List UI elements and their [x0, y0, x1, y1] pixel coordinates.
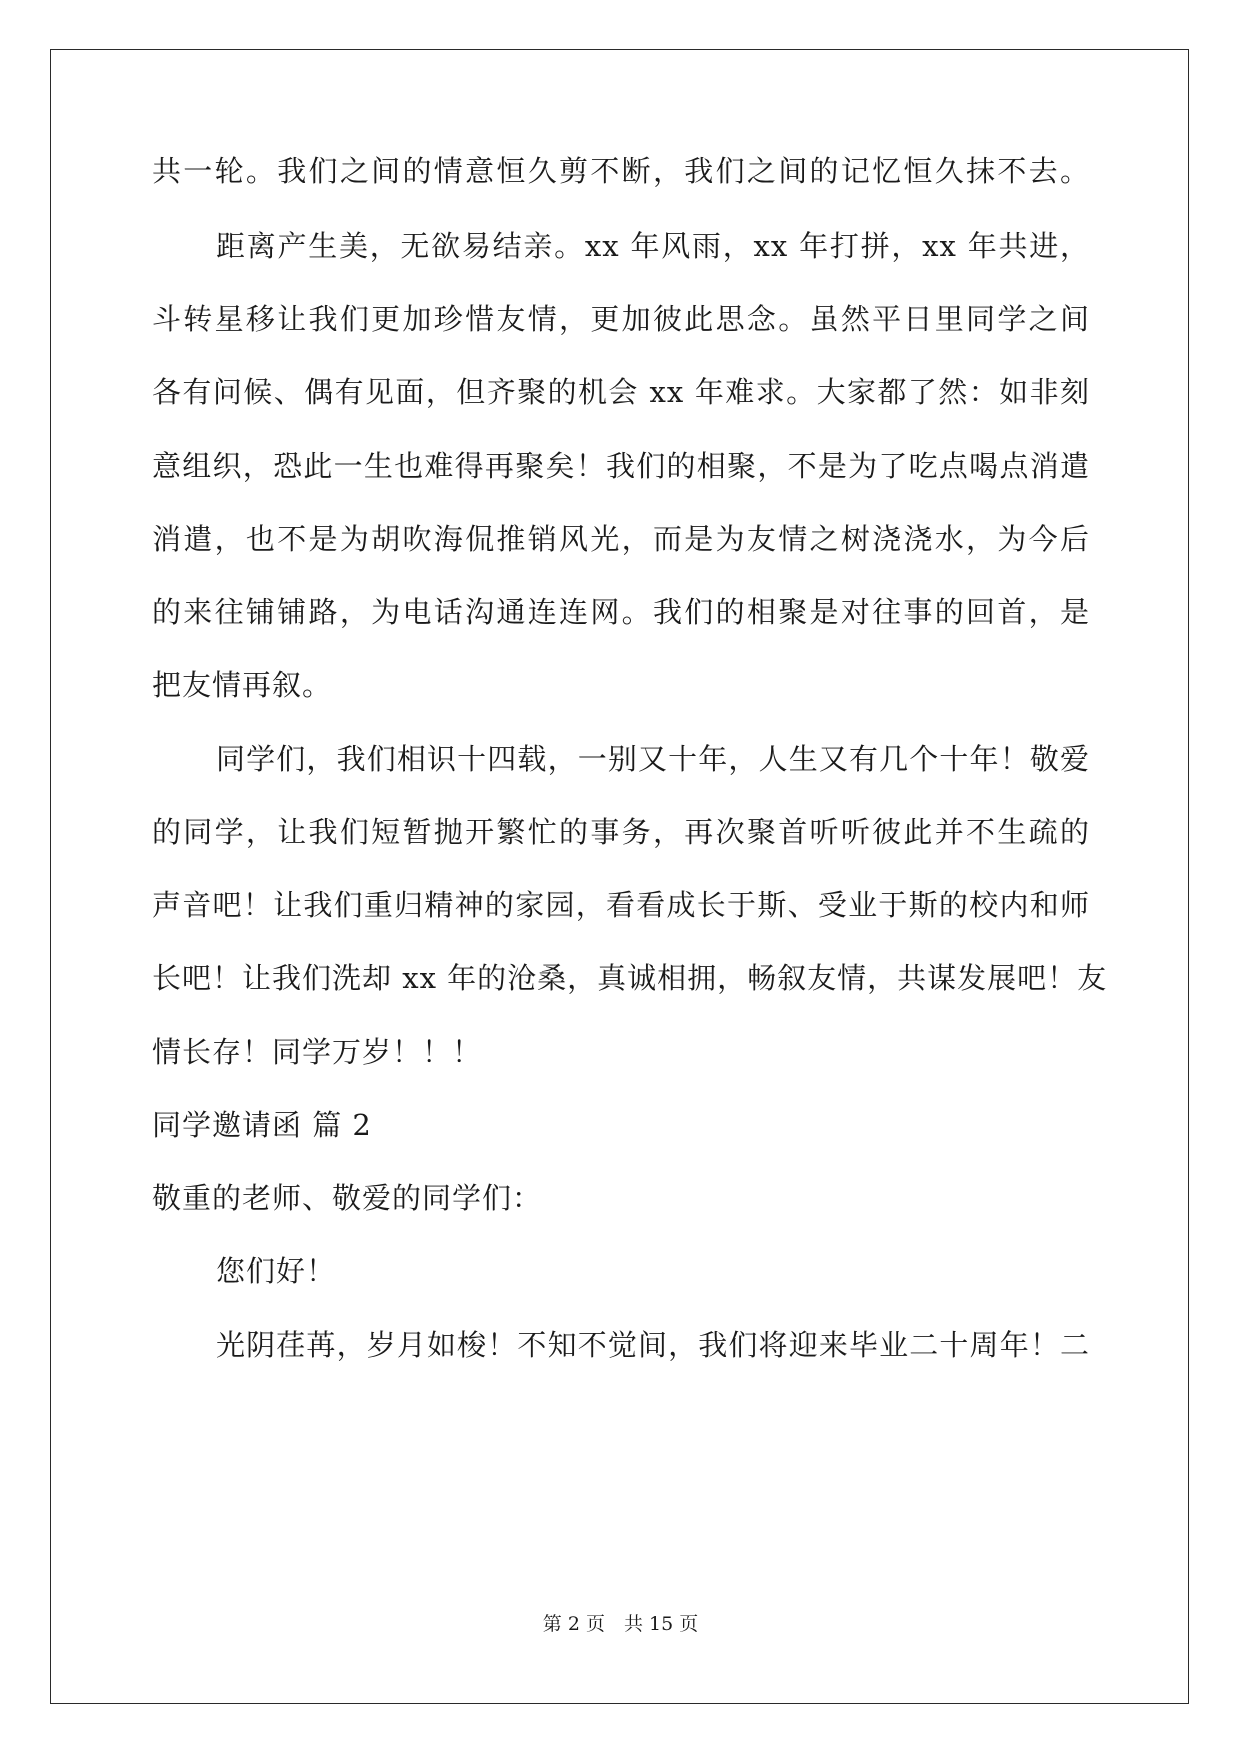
- text-line: 的来往铺铺路，为电话沟通连连网。我们的相聚是对往事的回首，是: [152, 595, 1090, 629]
- text-line: 把友情再叙。: [152, 668, 333, 702]
- text-line: 同学们，我们相识十四载，一别又十年，人生又有几个十年！敬爱: [216, 742, 1090, 776]
- text-line: 光阴荏苒，岁月如梭！不知不觉间，我们将迎来毕业二十周年！二: [216, 1328, 1090, 1362]
- text-line: 消遣，也不是为胡吹海侃推销风光，而是为友情之树浇浇水，为今后: [152, 522, 1090, 556]
- text-line: 距离产生美，无欲易结亲。xx 年风雨，xx 年打拼，xx 年共进，: [216, 229, 1090, 263]
- salutation: 敬重的老师、敬爱的同学们：: [152, 1181, 543, 1215]
- page-number: 第 2 页 共 15 页: [542, 1613, 699, 1635]
- greeting: 您们好！: [216, 1254, 337, 1288]
- page-border: [50, 49, 1189, 1704]
- text-line: 情长存！同学万岁！！！: [152, 1035, 483, 1069]
- section-heading: 同学邀请函 篇 2: [152, 1108, 372, 1142]
- text-line: 的同学，让我们短暂抛开繁忙的事务，再次聚首听听彼此并不生疏的: [152, 815, 1090, 849]
- text-line: 各有问候、偶有见面，但齐聚的机会 xx 年难求。大家都了然：如非刻: [152, 375, 1090, 409]
- text-line: 声音吧！让我们重归精神的家园，看看成长于斯、受业于斯的校内和师: [152, 888, 1090, 922]
- text-line: 长吧！让我们洗却 xx 年的沧桑，真诚相拥，畅叙友情，共谋发展吧！友: [152, 961, 1108, 995]
- text-line: 意组织，恐此一生也难得再聚矣！我们的相聚，不是为了吃点喝点消遣: [152, 449, 1090, 483]
- text-line: 共一轮。我们之间的情意恒久剪不断，我们之间的记忆恒久抹不去。: [152, 154, 1090, 188]
- text-line: 斗转星移让我们更加珍惜友情，更加彼此思念。虽然平日里同学之间: [152, 302, 1090, 336]
